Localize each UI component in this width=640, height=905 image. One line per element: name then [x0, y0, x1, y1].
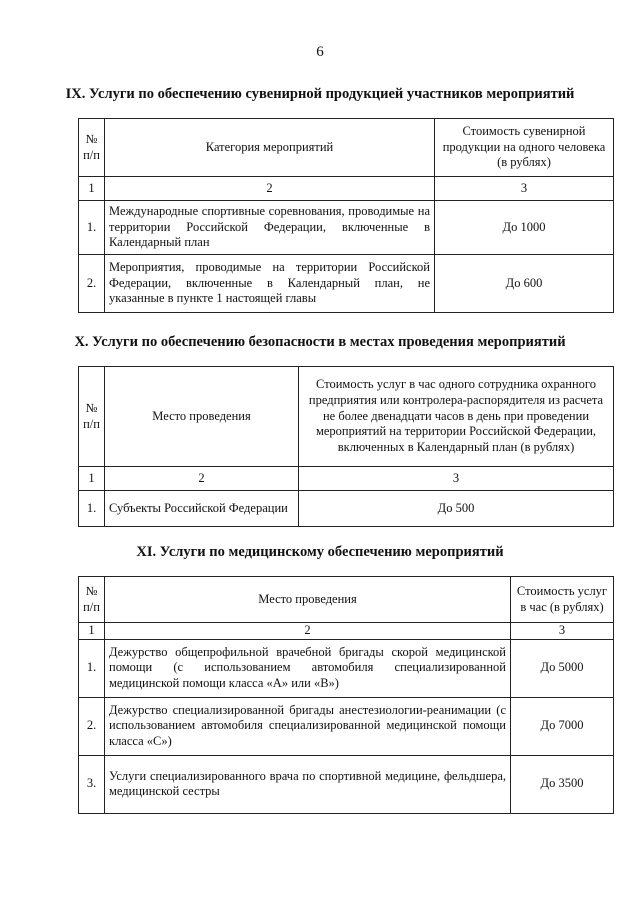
table-index-row: [79, 177, 614, 201]
row-number: 3.: [79, 755, 105, 813]
header-place: Место проведения: [105, 367, 299, 467]
row-text: Дежурство специализированной бригады анестезиологии-реанимации (с использованием автомобиля специализированной медицинской помощи класса «С»): [105, 697, 511, 755]
index-cell: 3: [435, 177, 614, 201]
table-index-row: [79, 623, 614, 640]
table-row: [79, 639, 614, 697]
section-9-table: [78, 118, 614, 313]
header-cost: Стоимость услуг в час одного сотрудника охранного предприятия или контролера-распорядителя из расчета не более двенадцати часов в день при проведении мероприятий на территории Российской Федерации, включенных в Календарный план (в рублях): [299, 367, 614, 467]
index-cell: 2: [105, 177, 435, 201]
header-num: № п/п: [79, 367, 105, 467]
row-number: 2.: [79, 255, 105, 313]
row-text: Международные спортивные соревнования, проводимые на территории Российской Федерации, включенные в Календарный план: [105, 201, 435, 255]
header-cost: Стоимость сувенирной продукции на одного человека (в рублях): [435, 119, 614, 177]
row-number: 1.: [79, 639, 105, 697]
table-row: [79, 255, 614, 313]
table-row: [79, 201, 614, 255]
header-num: № п/п: [79, 119, 105, 177]
index-cell: 2: [105, 467, 299, 491]
table-index-row: [79, 467, 614, 491]
index-cell: 1: [79, 467, 105, 491]
row-cost: До 600: [435, 255, 614, 313]
row-number: 1.: [79, 491, 105, 527]
section-11-title: XI. Услуги по медицинскому обеспечению мероприятий: [136, 544, 504, 560]
index-cell: 1: [79, 177, 105, 201]
table-header-row: [79, 119, 614, 177]
section-10-table: [78, 366, 614, 527]
page-number: 6: [316, 44, 324, 60]
header-category: Категория мероприятий: [105, 119, 435, 177]
table-row: [79, 755, 614, 813]
row-cost: До 3500: [511, 755, 614, 813]
index-cell: 3: [511, 623, 614, 640]
row-text: Мероприятия, проводимые на территории Российской Федерации, включенные в Календарный план, не указанные в пункте 1 настоящей главы: [105, 255, 435, 313]
header-num: № п/п: [79, 577, 105, 623]
table-header-row: [79, 367, 614, 467]
table-row: [79, 491, 614, 527]
row-number: 2.: [79, 697, 105, 755]
header-place: Место проведения: [105, 577, 511, 623]
row-number: 1.: [79, 201, 105, 255]
section-11-table: [78, 576, 614, 814]
section-10-title: X. Услуги по обеспечению безопасности в местах проведения мероприятий: [74, 334, 566, 350]
table-row: [79, 697, 614, 755]
table-header-row: [79, 577, 614, 623]
row-text: Услуги специализированного врача по спортивной медицине, фельдшера, медицинской сестры: [105, 755, 511, 813]
row-text: Дежурство общепрофильной врачебной бригады скорой медицинской помощи (с использованием автомобиля специализированной медицинской помощи класса «А» или «В»): [105, 639, 511, 697]
header-cost: Стоимость услуг в час (в рублях): [511, 577, 614, 623]
row-cost: До 1000: [435, 201, 614, 255]
section-9-title: IX. Услуги по обеспечению сувенирной продукцией участников мероприятий: [65, 86, 575, 102]
index-cell: 3: [299, 467, 614, 491]
index-cell: 2: [105, 623, 511, 640]
row-cost: До 7000: [511, 697, 614, 755]
row-text: Субъекты Российской Федерации: [105, 491, 299, 527]
row-cost: До 500: [299, 491, 614, 527]
row-cost: До 5000: [511, 639, 614, 697]
index-cell: 1: [79, 623, 105, 640]
